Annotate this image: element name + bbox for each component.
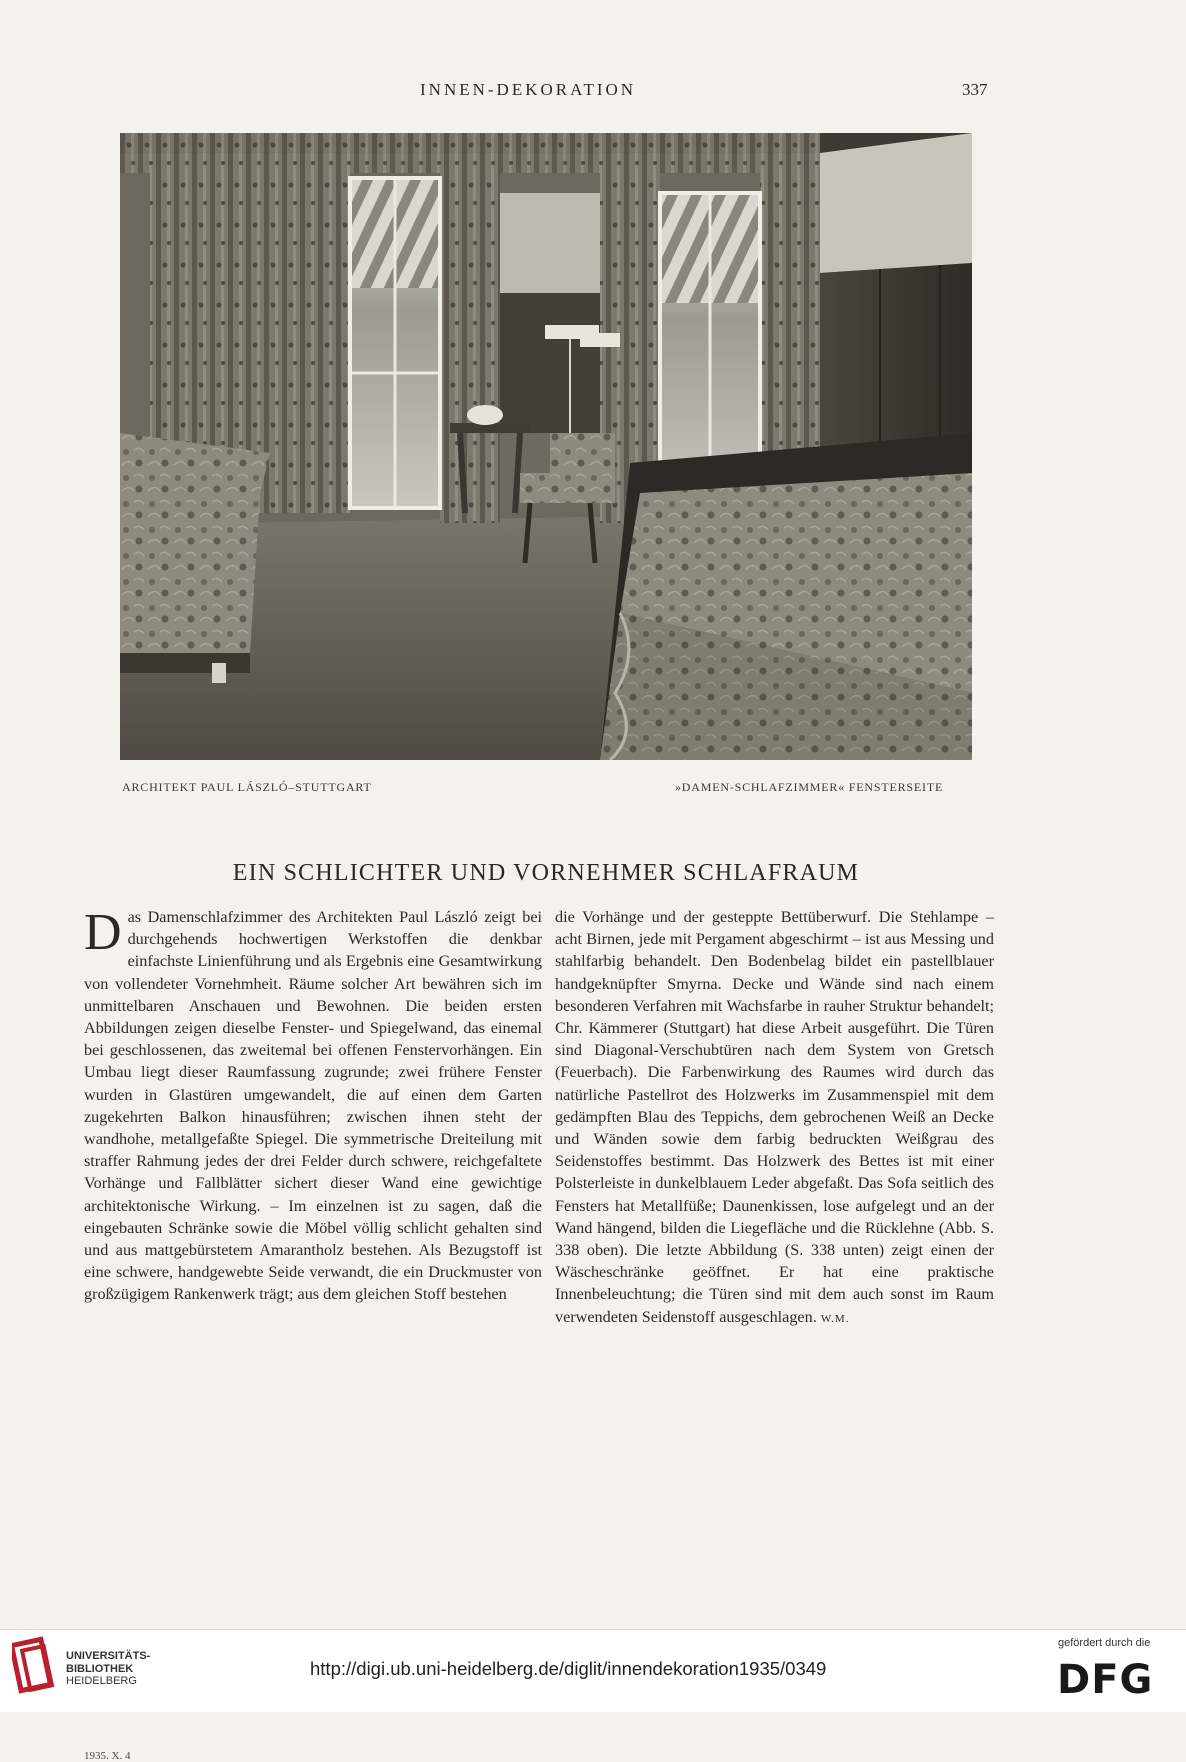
bedroom-photo-illustration xyxy=(120,133,972,760)
article-column-left xyxy=(84,906,542,1306)
right-column-text: die Vorhänge und der gesteppte Bettüberwurf. Die Stehlampe – acht Birnen, jede mit Pergament abgeschirmt – ist aus Messing und stahlfarbig behandelt. Den Bodenbelag bildet ein pastellblauer handgeknüpfter Smyrna. Decke und Wände sind nach einem besonderen Verfahren mit Wachsfarbe in rauher Struktur behandelt; Chr. Kämmerer (Stuttgart) hat diese Arbeit ausgeführt. Die Türen sind Diagonal-Verschubtüren nach dem System von Gretsch (Feuerbach). Die Farbenwirkung des Raumes wird durch das natürliche Pastellrot des Holzwerks im Zusammenspiel mit dem gedämpften Blau des Teppichs, dem gebrochenen Weiß an Decke und Wänden sowie dem farbig bedruckten Weißgrau des Seidenstoffes bestimmt. Das Holzwerk des Bettes ist mit einer Polsterleiste in dunkelblauem Leder abgefaßt. Das Sofa seitlich des Fensters hat Metallfüße; Daunenkissen, lose aufgelegt und an der Wand hängend, bilden die Liegefläche und die Rücklehne (Abb. S. 338 oben). Die letzte Abbildung (S. 338 unten) zeigt einen der Wäscheschränke geöffnet. Er hat eine praktische Innenbeleuchtung; die Türen sind mit dem auch sonst im Raum verwendeten Seidenstoff ausgeschlagen. xyxy=(555,908,994,1326)
caption-architect: ARCHITEKT PAUL LÁSZLÓ–STUTTGART xyxy=(122,780,372,794)
page-number: 337 xyxy=(962,80,988,99)
bedroom-photo xyxy=(120,133,972,760)
caption-room-title: »DAMEN-SCHLAFZIMMER« FENSTERSEITE xyxy=(675,780,944,794)
left-column-text: as Damenschlafzimmer des Architekten Paul László zeigt bei durchgehends hochwertigen Werkstoffen die denkbar einfachste Linienführung und als Ergebnis eine Gesamtwirkung von vollendeter Vornehmheit. Räume solcher Art bewähren sich im unmittelbaren Anschauen und Bewohnen. Die beiden ersten Abbildungen zeigen dieselbe Fenster- und Spiegelwand, das einemal bei geschlossenen, das zweitemal bei offenen Fenstervorhängen. Ein Umbau liegt dieser Raumfassung zugrunde; zwei frühere Fenster wurden in Glastüren umgewandelt, die auf einen dem Garten zugekehrten Balkon hinausführen; zwischen ihnen steht der wandhohe, metallgefaßte Spiegel. Die symmetrische Dreiteilung mit straffer Rahmung jedes der drei Felder durch schwere, reichgefaltete Vorhänge und Fallblätter sichert dieser Wand eine gewichtige architektonische Wirkung. – Im einzelnen ist zu sagen, daß die eingebauten Schränke sowie die Möbel völlig schlicht gehalten sind und aus mattgebürstetem Amarantholz bestehen. Als Bezugstoff ist eine schwere, handgewebte Seide verwandt, die ein Druckmuster von großzügigem Rankenwerk trägt; aus dem gleichen Stoff bestehen xyxy=(84,908,542,1304)
drop-cap: D xyxy=(84,904,122,961)
digitization-footer xyxy=(0,1629,1186,1712)
source-url-link[interactable]: http://digi.ub.uni-heidelberg.de/diglit/innendekoration1935/0349 xyxy=(310,1658,827,1679)
dfg-logo-icon[interactable]: DFG xyxy=(1057,1657,1154,1703)
article-column-right xyxy=(555,906,994,1330)
university-library-name: UNIVERSITÄTS- BIBLIOTHEK HEIDELBERG xyxy=(66,1650,151,1687)
university-library-logo-icon[interactable] xyxy=(12,1636,60,1701)
print-footnote: 1935. X. 4 xyxy=(84,1750,131,1762)
author-signature: W.M. xyxy=(820,1312,850,1325)
running-head: INNEN-DEKORATION xyxy=(420,80,637,99)
funding-note: gefördert durch die xyxy=(1058,1637,1151,1649)
article-title: EIN SCHLICHTER UND VORNEHMER SCHLAFRAUM xyxy=(232,860,860,886)
